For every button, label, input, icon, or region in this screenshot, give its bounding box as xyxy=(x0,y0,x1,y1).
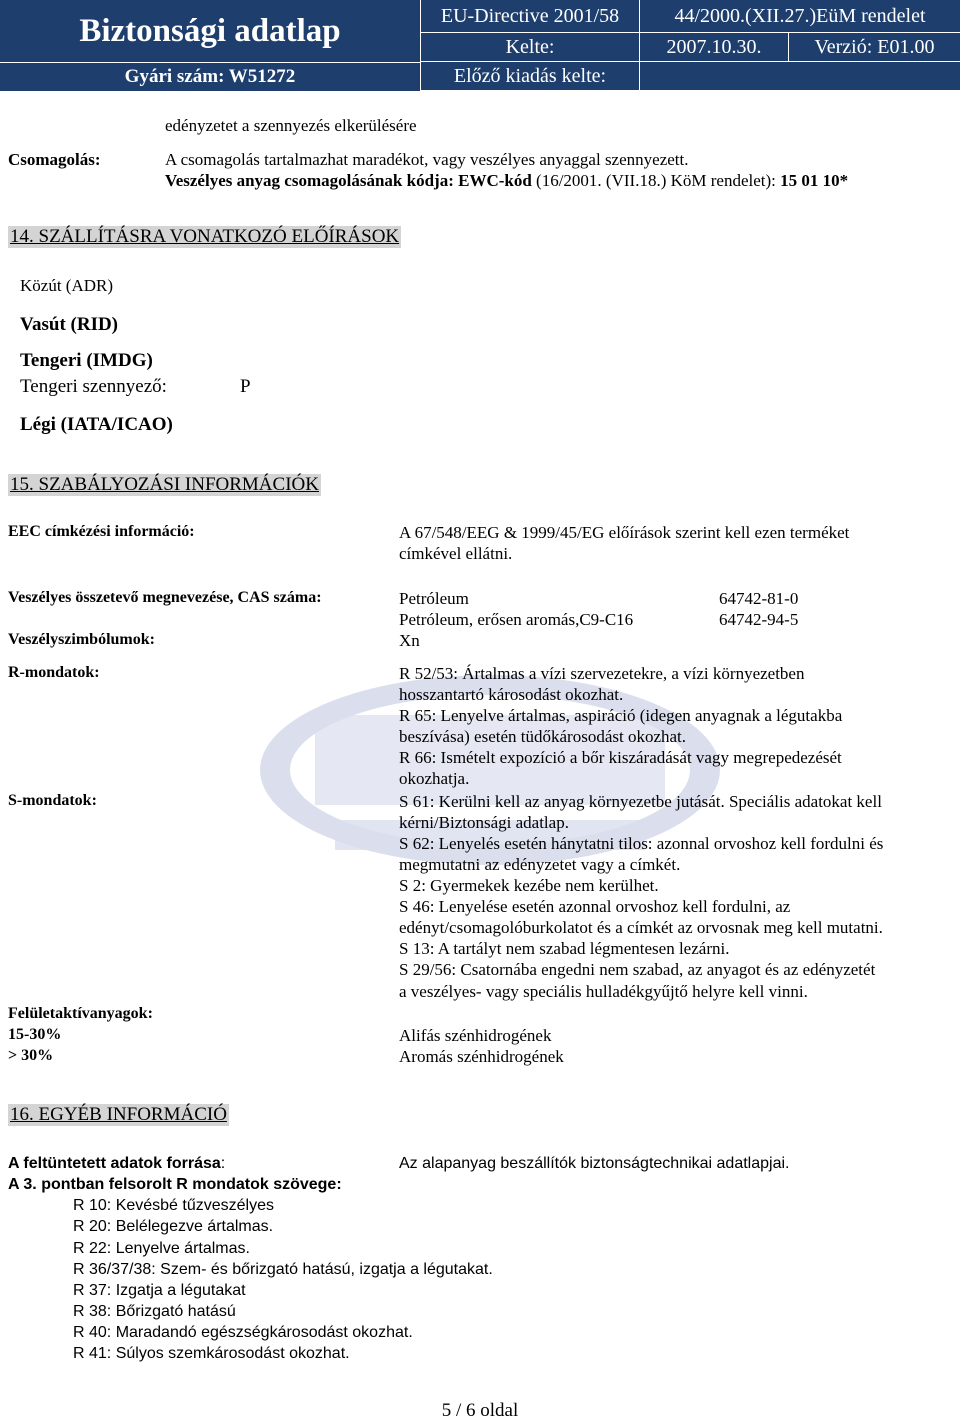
previous-issue-label: Előző kiadás kelte: xyxy=(421,62,639,90)
packaging-line-2 xyxy=(165,171,848,191)
source-label: A feltüntetett adatok forrása xyxy=(8,1155,221,1172)
ingredient-cas: 64742-94-5 xyxy=(719,610,799,629)
document-title: Biztonsági adatlap xyxy=(0,0,420,62)
packaging-decree: (16/2001. (VII.18.) KöM rendelet): xyxy=(536,171,776,190)
source-colon: : xyxy=(220,1155,226,1172)
s-phrase-line: S 2: Gyermekek kezébe nem kerülhet. xyxy=(399,876,659,895)
s-phrase-line: a veszélyes- vagy speciális hulladékgyűjtő helyre kell vinni. xyxy=(399,982,808,1001)
marine-pollutant-value: P xyxy=(240,376,251,397)
s-phrase-line: S 13: A tartályt nem szabad légmentesen lezárni. xyxy=(399,939,730,958)
road-transport: Közút (ADR) xyxy=(20,276,114,295)
s-phrase-line: kérni/Biztonsági adatlap. xyxy=(399,813,569,832)
eec-label: EEC címkézési információ: xyxy=(8,523,195,540)
symbols-label: Veszélyszimbólumok: xyxy=(8,631,155,648)
surfactant-range: > 30% xyxy=(8,1047,54,1064)
decree: 44/2000.(XII.27.)EüM rendelet xyxy=(640,0,960,32)
ingredient-name: Petróleum, erősen aromás,C9-C16 xyxy=(399,610,634,629)
marine-pollutant-label: Tengeri szennyező: xyxy=(20,376,167,397)
s-phrase-line: S 29/56: Csatornába engedni nem szabad, az anyagot és az edényzetét xyxy=(399,960,876,979)
sea-transport: Tengeri (IMDG) xyxy=(20,350,153,371)
r-phrase-line: R 65: Lenyelve ártalmas, aspiráció (idegen anyagnak a légutakba xyxy=(399,706,843,725)
version: Verzió: E01.00 xyxy=(789,33,960,61)
surfactants-label: Felületaktívanyagok: xyxy=(8,1005,153,1022)
previous-issue-value xyxy=(640,62,960,90)
packaging-label: Csomagolás: xyxy=(8,150,101,169)
ingredient-name: Petróleum xyxy=(399,589,469,608)
r-phrase-line: okozhatja. xyxy=(399,769,470,788)
section-15-title: 15. SZABÁLYOZÁSI INFORMÁCIÓK xyxy=(10,474,319,495)
date-value: 2007.10.30. xyxy=(640,33,788,61)
r-list-item: R 41: Súlyos szemkárosodást okozhat. xyxy=(73,1345,350,1362)
date-label: Kelte: xyxy=(421,33,639,61)
s-phrase-line: S 62: Lenyelés esetén hánytatni tilos: azonnal orvoshoz kell fordulni és xyxy=(399,834,884,853)
symbols-value: Xn xyxy=(399,631,420,650)
r-phrase-line: R 52/53: Ártalmas a vízi szervezetekre, a vízi környezetben xyxy=(399,664,805,683)
r-list-item: R 20: Belélegezve ártalmas. xyxy=(73,1218,274,1235)
s-phrase-line: S 61: Kerülni kell az anyag környezetbe jutását. Speciális adatokat kell xyxy=(399,792,882,811)
directive: EU-Directive 2001/58 xyxy=(421,0,639,32)
r-list-item: R 40: Maradandó egészségkárosodást okozhat. xyxy=(73,1324,413,1341)
surfactant-name: Aromás szénhidrogének xyxy=(399,1047,564,1066)
ingredients-label: Veszélyes összetevő megnevezése, CAS száma: xyxy=(8,589,322,606)
rail-transport: Vasút (RID) xyxy=(20,314,119,335)
packaging-code-label: Veszélyes anyag csomagolásának kódja: EWC-kód xyxy=(165,171,532,190)
r-list-item: R 37: Izgatja a légutakat xyxy=(73,1282,246,1299)
continuation-line: edényzetet a szennyezés elkerülésére xyxy=(165,116,417,135)
factory-number: Gyári szám: W51272 xyxy=(0,62,420,91)
s-phrase-line: S 46: Lenyelése esetén azonnal orvoshoz kell fordulni, az xyxy=(399,897,791,916)
r-list-item: R 22: Lenyelve ártalmas. xyxy=(73,1240,250,1257)
section-14-title: 14. SZÁLLÍTÁSRA VONATKOZÓ ELŐÍRÁSOK xyxy=(10,226,400,247)
packaging-line-1: A csomagolás tartalmazhat maradékot, vagy veszélyes anyaggal szennyezett. xyxy=(165,150,689,169)
s-phrase-line: edényt/csomagolóburkolatot és a címkét az orvosnak meg kell mutatni. xyxy=(399,918,883,937)
source-label-row xyxy=(8,1155,225,1173)
r-phrases-label: R-mondatok: xyxy=(8,664,100,681)
surfactant-range: 15-30% xyxy=(8,1026,62,1043)
r-text-label: A 3. pontban felsorolt R mondatok szövege: xyxy=(8,1176,342,1193)
document-header xyxy=(0,0,960,90)
r-phrase-line: beszívása) esetén tüdőkárosodást okozhat. xyxy=(399,727,687,746)
air-transport: Légi (IATA/ICAO) xyxy=(20,414,173,435)
r-list-item: R 36/37/38: Szem- és bőrizgató hatású, izgatja a légutakat. xyxy=(73,1261,493,1278)
eec-text-2: címkével ellátni. xyxy=(399,544,513,563)
s-phrase-line: megmutatni az edényzetet vagy a címkét. xyxy=(399,855,681,874)
surfactant-name: Alifás szénhidrogének xyxy=(399,1026,552,1045)
r-phrase-line: hosszantartó károsodást okozhat. xyxy=(399,685,624,704)
r-list-item: R 38: Bőrizgató hatású xyxy=(73,1303,236,1320)
s-phrases-label: S-mondatok: xyxy=(8,792,97,809)
r-phrase-line: R 66: Ismételt expozíció a bőr kiszáradását vagy megrepedezését xyxy=(399,748,842,767)
page-number: 5 / 6 oldal xyxy=(441,1400,519,1421)
packaging-code: 15 01 10* xyxy=(780,171,849,190)
section-16-title: 16. EGYÉB INFORMÁCIÓ xyxy=(10,1104,227,1125)
source-value: Az alapanyag beszállítók biztonságtechnikai adatlapjai. xyxy=(399,1155,790,1172)
eec-text-1: A 67/548/EEG & 1999/45/EG előírások szerint kell ezen terméket xyxy=(399,523,850,542)
r-list-item: R 10: Kevésbé tűzveszélyes xyxy=(73,1197,274,1214)
ingredient-cas: 64742-81-0 xyxy=(719,589,799,608)
